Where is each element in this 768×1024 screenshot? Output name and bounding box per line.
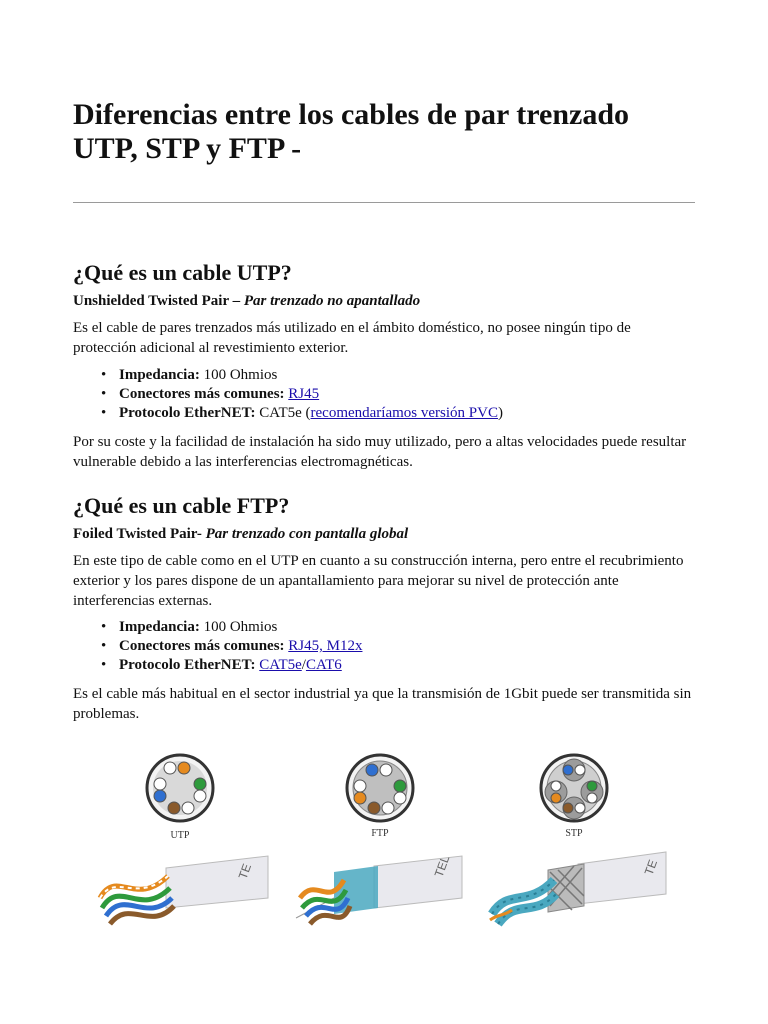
utp-cable-body <box>100 856 268 924</box>
utp-cross-section <box>147 755 213 821</box>
utp-cable-illustration <box>96 748 276 948</box>
utp-spec-list <box>73 366 503 423</box>
ftp-outro: Es el cable más habitual en el sector industrial ya que la transmisión de 1Gbit puede ser transmitida sin problemas. <box>73 686 692 722</box>
stp-cross-section <box>541 755 607 821</box>
ftp-cable-illustration <box>294 748 474 948</box>
spec-suffix: ) <box>497 405 503 421</box>
utp-subtitle-italic: Par trenzado no apantallado <box>243 293 421 309</box>
utp-intro: Es el cable de pares trenzados más utilizado en el ámbito doméstico, no posee ningún tipo de protección adicional al revestimiento exterior. <box>73 320 631 356</box>
title-divider <box>73 202 695 203</box>
cat5e-link[interactable]: CAT5e <box>259 657 302 673</box>
ftp-subtitle <box>73 525 408 544</box>
ftp-figure-label: FTP <box>371 828 389 839</box>
rj45-link[interactable]: RJ45 <box>288 386 320 402</box>
utp-spec-protocol <box>119 404 503 423</box>
ftp-spec-impedance <box>119 618 362 637</box>
spec-value: 100 Ohmios <box>199 367 278 383</box>
utp-subtitle <box>73 292 420 311</box>
spec-value: 100 Ohmios <box>199 619 278 635</box>
cable-comparison-figure <box>96 748 671 948</box>
stp-cable-illustration <box>488 748 668 948</box>
spec-label: Protocolo EtherNET: <box>119 405 256 421</box>
utp-heading: ¿Qué es un cable UTP? <box>73 260 292 285</box>
spec-label: Conectores más comunes: <box>119 638 285 654</box>
ftp-subtitle-italic: Par trenzado con pantalla global <box>205 526 409 542</box>
utp-outro: Por su coste y la facilidad de instalación ha sido muy utilizado, pero a altas velocidades puede resultar vulnerable debido a las interferencias electromagnéticas. <box>73 434 687 470</box>
ftp-intro: En este tipo de cable como en el UTP en cuanto a su construcción interna, pero entre el recubrimiento exterior y los pares dispone de un apantallamiento para mejorar su nivel de protección ante interferencias externas. <box>73 553 684 609</box>
spec-separator: / <box>301 657 306 673</box>
spec-label: Impedancia: <box>119 619 200 635</box>
spec-label: Conectores más comunes: <box>119 386 285 402</box>
stp-cable-body <box>490 852 666 924</box>
spec-label: Impedancia: <box>119 367 200 383</box>
ftp-cross-section <box>347 755 413 821</box>
spec-value: CAT5e ( <box>255 405 311 421</box>
page-title: Diferencias entre los cables de par trenzado UTP, STP y FTP - <box>73 98 630 165</box>
ftp-heading: ¿Qué es un cable FTP? <box>73 493 290 518</box>
utp-spec-connectors <box>119 385 503 404</box>
utp-subtitle-bold: Unshielded Twisted Pair – <box>73 293 244 309</box>
ftp-subtitle-bold: Foiled Twisted Pair- <box>73 526 206 542</box>
utp-spec-impedance <box>119 366 503 385</box>
utp-figure-label: UTP <box>170 830 190 841</box>
svg-text:TE: TE <box>235 861 255 882</box>
ftp-spec-list <box>73 618 362 675</box>
svg-text:TE: TE <box>641 857 661 878</box>
ftp-spec-protocol <box>119 656 362 675</box>
cat6-link[interactable]: CAT6 <box>305 657 342 673</box>
ftp-spec-connectors <box>119 637 362 656</box>
pvc-version-link[interactable]: recomendaríamos versión PVC <box>310 405 498 421</box>
spec-label: Protocolo EtherNET: <box>119 657 256 673</box>
svg-text:TEL: TEL <box>431 853 453 880</box>
ftp-cable-body <box>296 853 462 924</box>
rj45-m12x-link[interactable]: RJ45, M12x <box>288 638 363 654</box>
stp-figure-label: STP <box>565 828 583 839</box>
